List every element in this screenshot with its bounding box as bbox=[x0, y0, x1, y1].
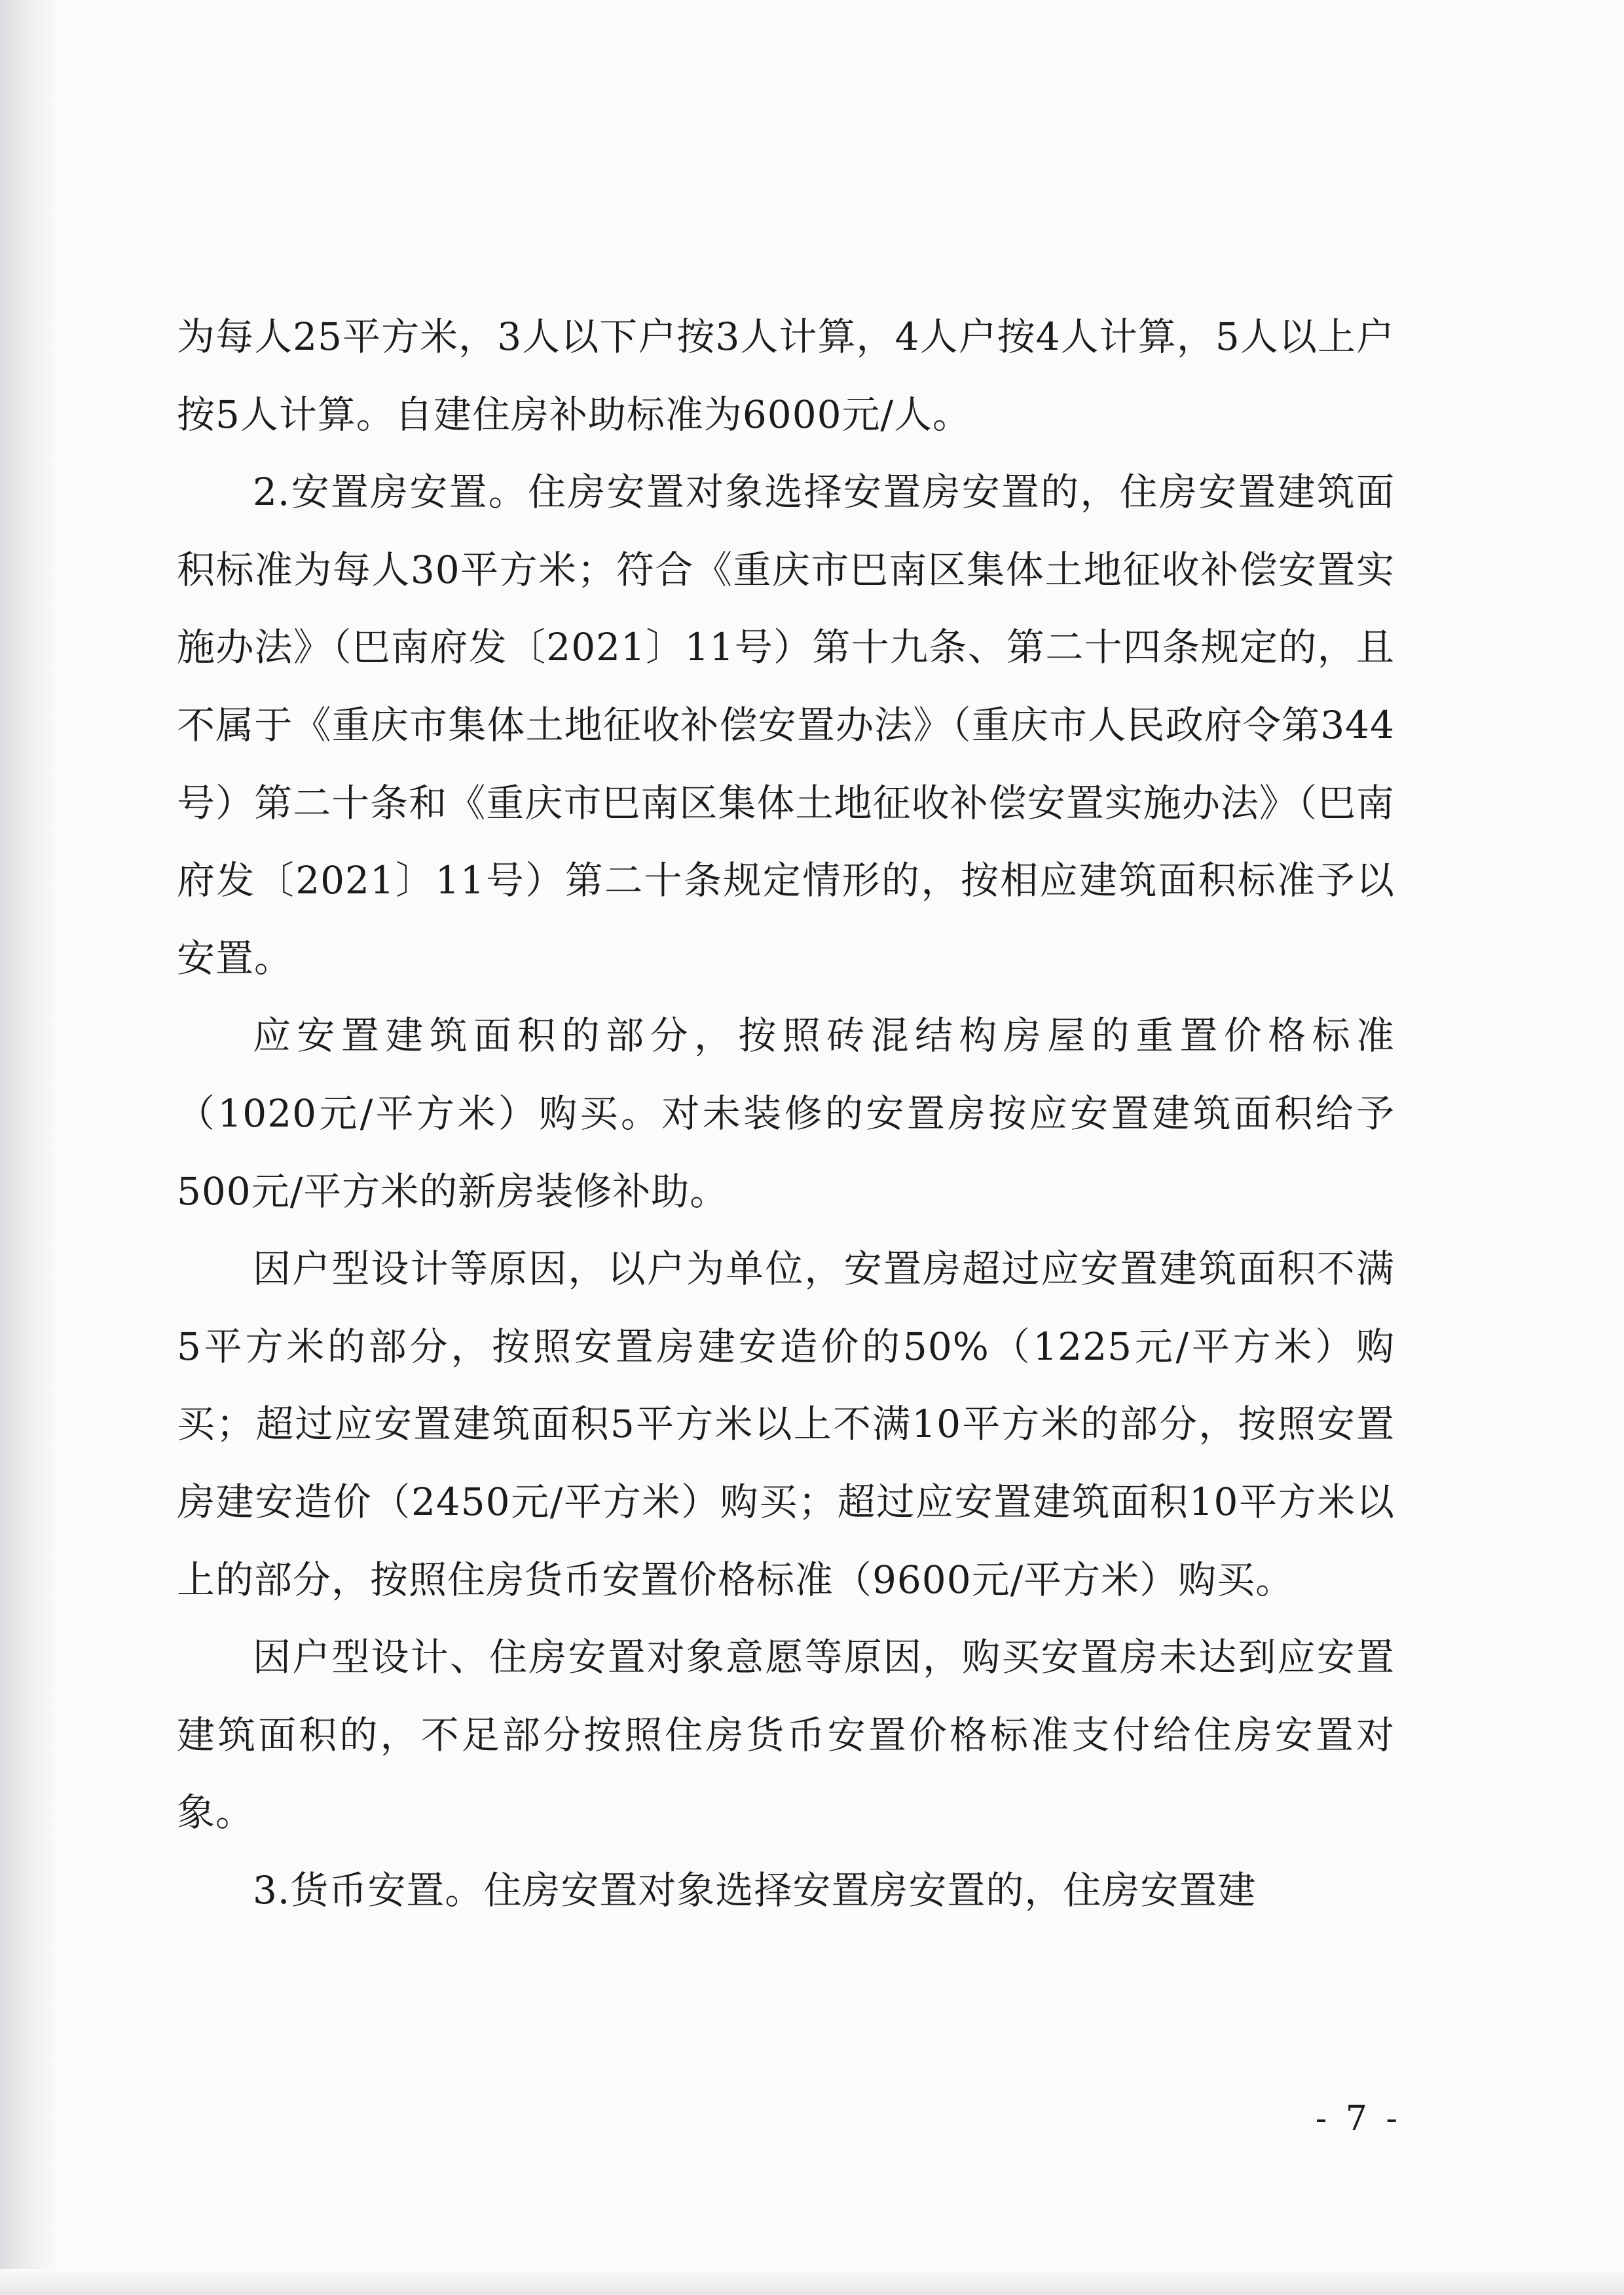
scan-edge-shadow bbox=[0, 0, 59, 2295]
paragraph-4: 因户型设计等原因，以户为单位，安置房超过应安置建筑面积不满5平方米的部分，按照安置房建安造价的50%（1225元/平方米）购买；超过应安置建筑面积5平方米以上不满10平方米的部分，按照安置房建安造价（2450元/平方米）购买；超过应安置建筑面积10平方米以上的部分，按照住房货币安置价格标准（9600元/平方米）购买。 bbox=[177, 1246, 1395, 1602]
paragraph-3: 应安置建筑面积的部分，按照砖混结构房屋的重置价格标准（1020元/平方米）购买。对未装修的安置房按应安置建筑面积给予500元/平方米的新房装修补助。 bbox=[177, 1013, 1395, 1214]
scan-bottom-shadow bbox=[0, 2269, 1624, 2295]
document-body bbox=[177, 298, 1395, 1929]
paragraph-6: 3.货币安置。住房安置对象选择安置房安置的，住房安置建 bbox=[253, 1867, 1257, 1912]
page-number: - 7 - bbox=[1315, 2099, 1401, 2138]
paragraph-2: 2.安置房安置。住房安置对象选择安置房安置的，住房安置建筑面积标准为每人30平方米；符合《重庆市巴南区集体土地征收补偿安置实施办法》（巴南府发〔2021〕11号）第十九条、第二十四条规定的，且不属于《重庆市集体土地征收补偿安置办法》（重庆市人民政府令第344号）第二十条和《重庆市巴南区集体土地征收补偿安置实施办法》（巴南府发〔2021〕11号）第二十条规定情形的，按相应建筑面积标准予以安置。 bbox=[177, 470, 1395, 980]
paragraph-5: 因户型设计、住房安置对象意愿等原因，购买安置房未达到应安置建筑面积的，不足部分按照住房货币安置价格标准支付给住房安置对象。 bbox=[177, 1635, 1395, 1835]
paragraph-1: 为每人25平方米，3人以下户按3人计算，4人户按4人计算，5人以上户按5人计算。自建住房补助标准为6000元/人。 bbox=[177, 314, 1395, 437]
